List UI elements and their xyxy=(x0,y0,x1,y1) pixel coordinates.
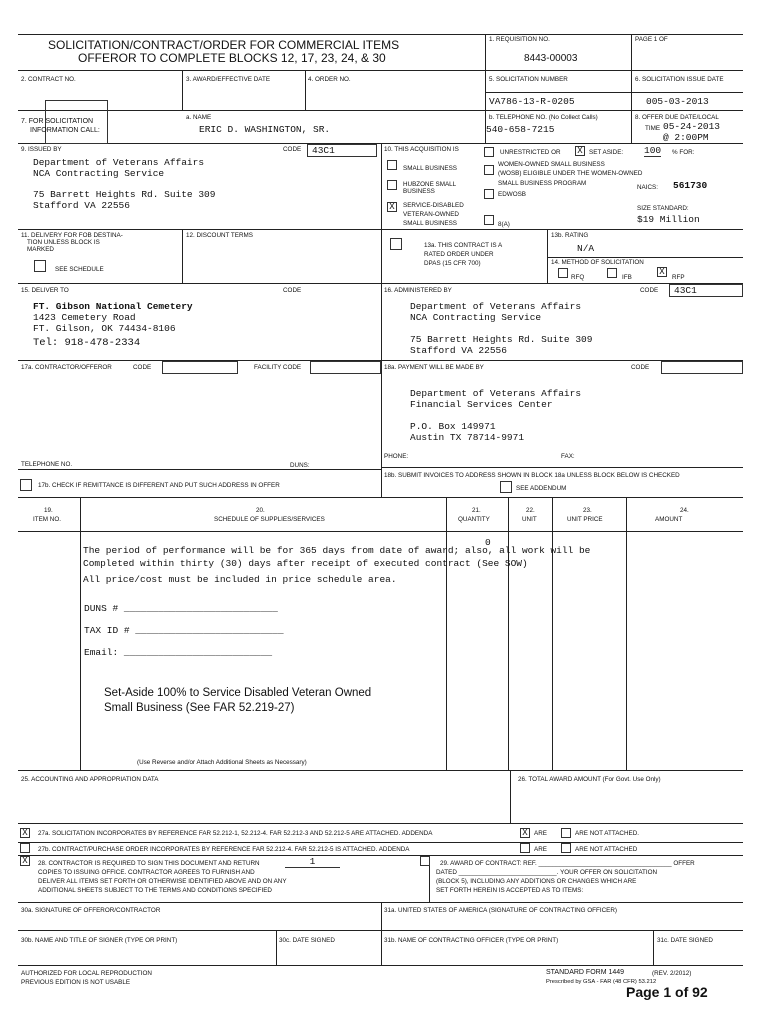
contractor-label: 17a. CONTRACTOR/OFFEROR xyxy=(21,364,112,371)
deliver-to-tel: Tel: 918-478-2334 xyxy=(33,337,141,349)
set-aside-note: Small Business (See FAR 52.219-27) xyxy=(104,702,295,714)
col-schedule: SCHEDULE OF SUPPLIES/SERVICES xyxy=(214,516,325,523)
total-award-label: 26. TOTAL AWARD AMOUNT (For Govt. Use Only) xyxy=(518,776,661,783)
col-amount: AMOUNT xyxy=(655,516,683,523)
small-business-checkbox[interactable] xyxy=(387,160,397,170)
issued-by-line: 75 Barrett Heights Rd. Suite 309 xyxy=(33,189,216,200)
col-quantity: 21. xyxy=(472,507,481,514)
naics-label: NAICS: xyxy=(637,184,658,191)
payment-line: P.O. Box 149971 xyxy=(410,421,496,432)
form-title-line2: OFFEROR TO COMPLETE BLOCKS 12, 17, 23, 24, & 30 xyxy=(78,51,386,65)
award-date-label: 3. AWARD/EFFECTIVE DATE xyxy=(186,76,271,83)
payment-code-label: CODE xyxy=(631,364,650,371)
set-aside-checkbox[interactable] xyxy=(575,146,585,156)
set-aside-percent[interactable]: 100 xyxy=(644,145,662,156)
footer-prescribed: Prescribed by GSA - FAR (48 CFR) 53.212 xyxy=(546,979,657,985)
wosb-label: (WOSB) ELIGIBLE UNDER THE WOMEN-OWNED xyxy=(498,170,643,177)
deliver-to-name: FT. Gibson National Cemetery xyxy=(33,301,193,312)
name-value[interactable]: ERIC D. WASHINGTON, SR. xyxy=(199,124,331,135)
rating-value[interactable]: N/A xyxy=(577,243,595,254)
delivery-label: 11. DELIVERY FOR FOB DESTINA- xyxy=(21,232,123,239)
clause-27b-are-checkbox[interactable] xyxy=(520,843,530,853)
rating-label: 13b. RATING xyxy=(551,232,589,239)
administered-by-code-value: 43C1 xyxy=(674,285,697,296)
col-item-no: ITEM NO. xyxy=(33,516,61,523)
footer-revision: (REV. 2/2012) xyxy=(652,970,692,977)
set-aside-label: SET ASIDE: xyxy=(589,149,624,156)
clause-27a-label: 27a. SOLICITATION INCORPORATES BY REFERENCE FAR 52.212-1, 52.212-4. FAR 52.212-3 AND 52.212-5 ARE ATTACHED. ADDENDA xyxy=(38,830,433,837)
sdvosb-checkbox[interactable] xyxy=(387,202,397,212)
hubzone-checkbox[interactable] xyxy=(387,180,397,190)
set-aside-note: Set-Aside 100% to Service Disabled Veteran Owned xyxy=(104,687,372,699)
delivery-label: MARKED xyxy=(27,246,54,253)
payment-code-box[interactable] xyxy=(661,361,743,374)
deliver-to-code-label: CODE xyxy=(283,287,302,294)
edwosb-checkbox[interactable] xyxy=(484,189,494,199)
issued-by-label: 9. ISSUED BY xyxy=(21,146,62,153)
hubzone-label: HUBZONE SMALL xyxy=(403,181,457,188)
signer-date-label: 30c. DATE SIGNED xyxy=(279,937,335,944)
rfp-checkbox[interactable] xyxy=(657,267,667,277)
clause-27b-label: 27b. CONTRACT/PURCHASE ORDER INCORPORATES BY REFERENCE FAR 52.212-4. FAR 52.212-5 IS ATTACHED. ADDENDA xyxy=(38,846,410,853)
form-title-line1: SOLICITATION/CONTRACT/ORDER FOR COMMERCIAL ITEMS xyxy=(48,38,400,52)
invoice-label: 18b. SUBMIT INVOICES TO ADDRESS SHOWN IN BLOCK 18a UNLESS BLOCK BELOW IS CHECKED xyxy=(384,472,680,479)
info-call-label-2: INFORMATION CALL: xyxy=(30,127,100,134)
info-call-label-1: 7. FOR SOLICITATION xyxy=(21,118,94,125)
solicitation-no-label: 5. SOLICITATION NUMBER xyxy=(489,76,568,83)
copies-value[interactable]: 1 xyxy=(285,856,340,868)
rated-order-checkbox[interactable] xyxy=(390,238,402,250)
solicitation-no-value[interactable]: VA786-13-R-0205 xyxy=(489,96,575,107)
issue-date-value[interactable]: 005-03-2013 xyxy=(646,96,709,107)
clause-27a-are-not-label: ARE NOT ATTACHED. xyxy=(575,830,640,837)
see-addendum-label: SEE ADDENDUM xyxy=(516,485,567,492)
issued-by-line: NCA Contracting Service xyxy=(33,168,165,179)
clause-29-line: DATED ____________________________. YOUR OFFER ON SOLICITATION xyxy=(436,869,658,876)
rfq-checkbox[interactable] xyxy=(558,268,568,278)
contractor-code-label: CODE xyxy=(133,364,152,371)
clause-29-line: 29. AWARD OF CONTRACT: REF. ______________________________________ OFFER xyxy=(440,860,695,867)
small-business-label: SMALL BUSINESS xyxy=(403,165,458,172)
issued-by-code-value: 43C1 xyxy=(312,145,335,156)
issue-date-label: 6. SOLICITATION ISSUE DATE xyxy=(635,76,724,83)
col-unit: UNIT xyxy=(522,516,537,523)
percent-for-label: % FOR: xyxy=(672,149,695,156)
administered-by-line: Department of Veterans Affairs xyxy=(410,301,582,312)
payment-phone-label: PHONE: xyxy=(384,453,409,460)
clause-27b-are-not-checkbox[interactable] xyxy=(561,843,571,853)
rfp-label: RFP xyxy=(672,274,685,281)
due-time-value[interactable]: @ 2:00PM xyxy=(663,132,709,143)
contractor-telephone-label: TELEPHONE NO. xyxy=(21,461,73,468)
payment-line: Financial Services Center xyxy=(410,399,553,410)
payment-line: Austin TX 78714-9971 xyxy=(410,432,525,443)
col-amount: 24. xyxy=(680,507,689,514)
requisition-value[interactable]: 8443-00003 xyxy=(524,53,578,64)
col-unit-price: UNIT PRICE xyxy=(567,516,603,523)
order-no-label: 4. ORDER NO. xyxy=(308,76,351,83)
requisition-label: 1. REQUISITION NO. xyxy=(489,36,550,43)
discount-terms-label: 12. DISCOUNT TERMS xyxy=(186,232,253,239)
facility-code-label: FACILITY CODE xyxy=(254,364,302,371)
remittance-checkbox[interactable] xyxy=(20,479,32,491)
ifb-checkbox[interactable] xyxy=(607,268,617,278)
delivery-label: TION UNLESS BLOCK IS xyxy=(27,239,100,246)
quantity-value[interactable]: 0 xyxy=(485,537,491,548)
phone-label: b. TELEPHONE NO. (No Collect Calls) xyxy=(489,114,598,121)
schedule-body-line: The period of performance will be for 365 days from date of award; also, all work will be xyxy=(83,545,591,556)
contract-no-label: 2. CONTRACT NO. xyxy=(21,76,76,83)
ifb-label: IFB xyxy=(622,274,632,281)
col-unit-price: 23. xyxy=(583,507,592,514)
contractor-duns-label: DUNS: xyxy=(290,462,310,469)
size-standard-label: SIZE STANDARD: xyxy=(637,205,689,212)
clause-28-line: COPIES TO ISSUING OFFICE. CONTRACTOR AGREES TO FURNISH AND xyxy=(38,869,255,876)
rfq-label: RFQ xyxy=(571,274,585,281)
deliver-to-label: 15. DELIVER TO xyxy=(21,287,69,294)
issued-by-line: Department of Veterans Affairs xyxy=(33,157,205,168)
due-date-value[interactable]: 05-24-2013 xyxy=(663,121,721,132)
clause-28-line: DELIVER ALL ITEMS SET FORTH OR OTHERWISE IDENTIFIED ABOVE AND ON ANY xyxy=(38,878,287,885)
administered-by-label: 16. ADMINISTERED BY xyxy=(384,287,452,294)
edwosb-label: EDWOSB xyxy=(498,191,526,198)
clause-27a-checkbox[interactable] xyxy=(20,828,30,838)
email-line[interactable]: Email: __________________________ xyxy=(84,647,273,658)
method-label: 14. METHOD OF SOLICITATION xyxy=(551,259,644,266)
eight-a-checkbox[interactable] xyxy=(484,215,494,225)
clause-27b-are-label: ARE xyxy=(534,846,547,853)
due-date-label: 8. OFFER DUE DATE/LOCAL xyxy=(635,114,719,121)
clause-29-checkbox[interactable] xyxy=(420,856,430,866)
schedule-body-line: All price/cost must be included in price schedule area. xyxy=(83,574,397,585)
administered-by-line: Stafford VA 22556 xyxy=(410,345,507,356)
sdvosb-label: SMALL BUSINESS xyxy=(403,220,458,227)
administered-by-line: 75 Barrett Heights Rd. Suite 309 xyxy=(410,334,593,345)
page-number: Page 1 of 92 xyxy=(626,984,708,1000)
see-schedule-label: SEE SCHEDULE xyxy=(55,266,104,273)
remittance-label: 17b. CHECK IF REMITTANCE IS DIFFERENT AND PUT SUCH ADDRESS IN OFFER xyxy=(38,482,280,489)
footer-previous-edition: PREVIOUS EDITION IS NOT USABLE xyxy=(21,979,131,986)
page-label: PAGE 1 OF xyxy=(635,36,668,43)
wosb-checkbox[interactable] xyxy=(484,165,494,175)
payment-label: 18a. PAYMENT WILL BE MADE BY xyxy=(384,364,484,371)
payment-line: Department of Veterans Affairs xyxy=(410,388,582,399)
contractor-code-box[interactable] xyxy=(162,361,238,374)
see-schedule-checkbox[interactable] xyxy=(34,260,46,272)
administered-by-line: NCA Contracting Service xyxy=(410,312,542,323)
rated-order-label: 13a. THIS CONTRACT IS A xyxy=(424,242,503,249)
clause-27a-are-checkbox[interactable] xyxy=(520,828,530,838)
naics-value[interactable]: 561730 xyxy=(673,180,708,191)
acquisition-label: 10. THIS ACQUISITION IS xyxy=(384,146,459,153)
facility-code-box[interactable] xyxy=(310,361,381,374)
clause-29-line: (BLOCK 5), INCLUDING ANY ADDITIONS OR CHANGES WHICH ARE xyxy=(436,878,637,885)
sdvosb-label: SERVICE-DISABLED xyxy=(403,202,464,209)
clause-27a-are-not-checkbox[interactable] xyxy=(561,828,571,838)
clause-27b-checkbox[interactable] xyxy=(20,843,30,853)
signature-offeror-label: 30a. SIGNATURE OF OFFEROR/CONTRACTOR xyxy=(21,907,161,914)
clause-27a-are-label: ARE xyxy=(534,830,547,837)
time-label: TIME xyxy=(645,125,661,132)
wosb-label: SMALL BUSINESS PROGRAM xyxy=(498,180,587,187)
deliver-to-line: 1423 Cemetery Road xyxy=(33,312,136,323)
deliver-to-line: FT. Gilson, OK 74434-8106 xyxy=(33,323,176,334)
accounting-label: 25. ACCOUNTING AND APPROPRIATION DATA xyxy=(21,776,159,783)
officer-date-label: 31c. DATE SIGNED xyxy=(657,937,713,944)
footer-form-name: STANDARD FORM 1449 xyxy=(546,969,625,976)
administered-by-code-label: CODE xyxy=(640,287,659,294)
unrestricted-checkbox[interactable] xyxy=(484,147,494,157)
clause-27b-are-not-label: ARE NOT ATTACHED xyxy=(575,846,638,853)
hubzone-label: BUSINESS xyxy=(403,188,435,195)
phone-value[interactable]: 540-658-7215 xyxy=(486,124,555,135)
duns-line[interactable]: DUNS # ___________________________ xyxy=(84,603,278,614)
clause-28-line: 28. CONTRACTOR IS REQUIRED TO SIGN THIS DOCUMENT AND RETURN xyxy=(38,860,260,867)
reverse-note: (Use Reverse and/or Attach Additional Sheets as Necessary) xyxy=(137,759,307,766)
tax-id-line[interactable]: TAX ID # __________________________ xyxy=(84,625,284,636)
contractor-phone-line xyxy=(18,469,381,470)
name-label: a. NAME xyxy=(186,114,212,121)
size-standard-value[interactable]: $19 Million xyxy=(637,214,700,225)
rated-order-label: RATED ORDER UNDER xyxy=(424,251,494,258)
payment-fax-label: FAX: xyxy=(561,453,575,460)
rated-order-label: DPAS (15 CFR 700) xyxy=(424,260,481,267)
col-quantity: QUANTITY xyxy=(458,516,490,523)
footer-reproduction: AUTHORIZED FOR LOCAL REPRODUCTION xyxy=(21,970,152,977)
clause-29-line: SET FORTH HEREIN IS ACCEPTED AS TO ITEMS: xyxy=(436,887,584,894)
col-schedule: 20. xyxy=(256,507,265,514)
wosb-label: WOMEN-OWNED SMALL BUSINESS xyxy=(498,161,605,168)
officer-name-label: 31b. NAME OF CONTRACTING OFFICER (TYPE OR PRINT) xyxy=(384,937,559,944)
unrestricted-label: UNRESTRICTED OR xyxy=(500,149,561,156)
clause-28-line: ADDITIONAL SHEETS SUBJECT TO THE TERMS AND CONDITIONS SPECIFIED xyxy=(38,887,272,894)
sdvosb-label: VETERAN-OWNED xyxy=(403,211,459,218)
see-addendum-checkbox[interactable] xyxy=(500,481,512,493)
eight-a-label: 8(A) xyxy=(498,221,510,228)
col-unit: 22. xyxy=(526,507,535,514)
issued-by-line: Stafford VA 22556 xyxy=(33,200,130,211)
col-item-no: 19. xyxy=(44,507,53,514)
issued-by-code-label: CODE xyxy=(283,146,302,153)
signer-name-label: 30b. NAME AND TITLE OF SIGNER (TYPE OR PRINT) xyxy=(21,937,178,944)
clause-28-checkbox[interactable] xyxy=(20,856,30,866)
schedule-body-line: Completed within thirty (30) days after receipt of executed contract (See SOW) xyxy=(83,558,528,569)
signature-officer-label: 31a. UNITED STATES OF AMERICA (SIGNATURE OF CONTRACTING OFFICER) xyxy=(384,907,618,914)
